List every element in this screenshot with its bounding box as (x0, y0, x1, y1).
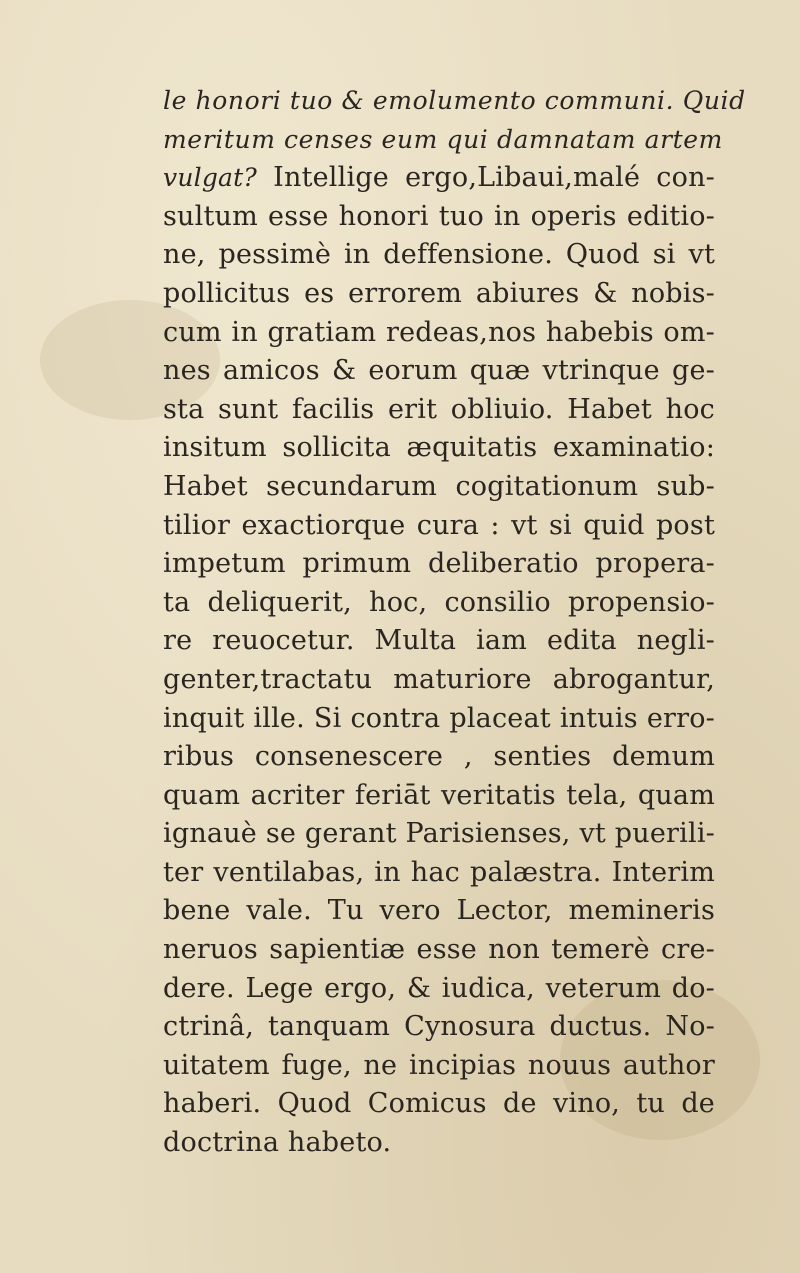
text-line-12: tilior exactiorque cura : vt si quid post (163, 509, 715, 541)
text-line-23: neruos sapientiæ esse non temerè cre- (163, 934, 715, 966)
text-line-28: doctrina habeto. (163, 1127, 392, 1159)
text-line-13: impetum primum deliberatio propera- (163, 548, 715, 580)
text-line-11: Habet secundarum cogitationum sub- (163, 470, 715, 502)
text-line-20: ignauè se gerant Parisienses, vt puerili- (163, 818, 715, 850)
text-line-18: ribus consenescere , senties demum (163, 741, 715, 773)
text-line-1: le honori tuo & emolumento communi. Quid (163, 86, 746, 115)
text-line-4: sultum esse honori tuo in operis editio- (163, 200, 715, 232)
text-line-3 (163, 159, 715, 198)
text-line-6: pollicitus es errorem abiures & nobis- (163, 277, 715, 309)
text-line-2: meritum censes eum qui damnatam artem (163, 124, 723, 154)
text-line-10: insitum sollicita æquitatis examinatio: (163, 432, 715, 464)
text-line-21: ter ventilabas, in hac palæstra. Interim (163, 856, 715, 888)
text-line-8: nes amicos & eorum quæ vtrinque ge- (163, 355, 715, 387)
latin-text-block (163, 82, 746, 1163)
text-line-27: haberi. Quod Comicus de vino, tu de (163, 1088, 715, 1120)
text-line-25: ctrinâ, tanquam Cynosura ductus. No- (163, 1011, 715, 1043)
text-line-7: cum in gratiam redeas,nos habebis om- (163, 316, 715, 348)
text-line-22: bene vale. Tu vero Lector, memineris (163, 895, 715, 927)
text-line-3-italic-prefix: vulgat? (163, 163, 257, 193)
text-line-24: dere. Lege ergo, & iudica, veterum do- (163, 972, 715, 1004)
text-line-5: ne, pessimè in deffensione. Quod si vt (163, 239, 715, 271)
text-line-9: sta sunt facilis erit obliuio. Habet hoc (163, 393, 715, 425)
text-line-15: re reuocetur. Multa iam edita negli- (163, 625, 715, 657)
text-line-19: quam acriter feriāt veritatis tela, quam (163, 779, 715, 811)
text-line-16: genter,tractatu maturiore abrogantur, (163, 663, 715, 695)
text-line-14: ta deliquerit, hoc, consilio propensio- (163, 586, 715, 618)
text-line-26: uitatem fuge, ne incipias nouus author (163, 1049, 715, 1081)
text-line-3-main: Intellige ergo,Libaui,malé con- (273, 162, 715, 194)
text-line-17: inquit ille. Si contra placeat intuis erro- (163, 702, 715, 734)
